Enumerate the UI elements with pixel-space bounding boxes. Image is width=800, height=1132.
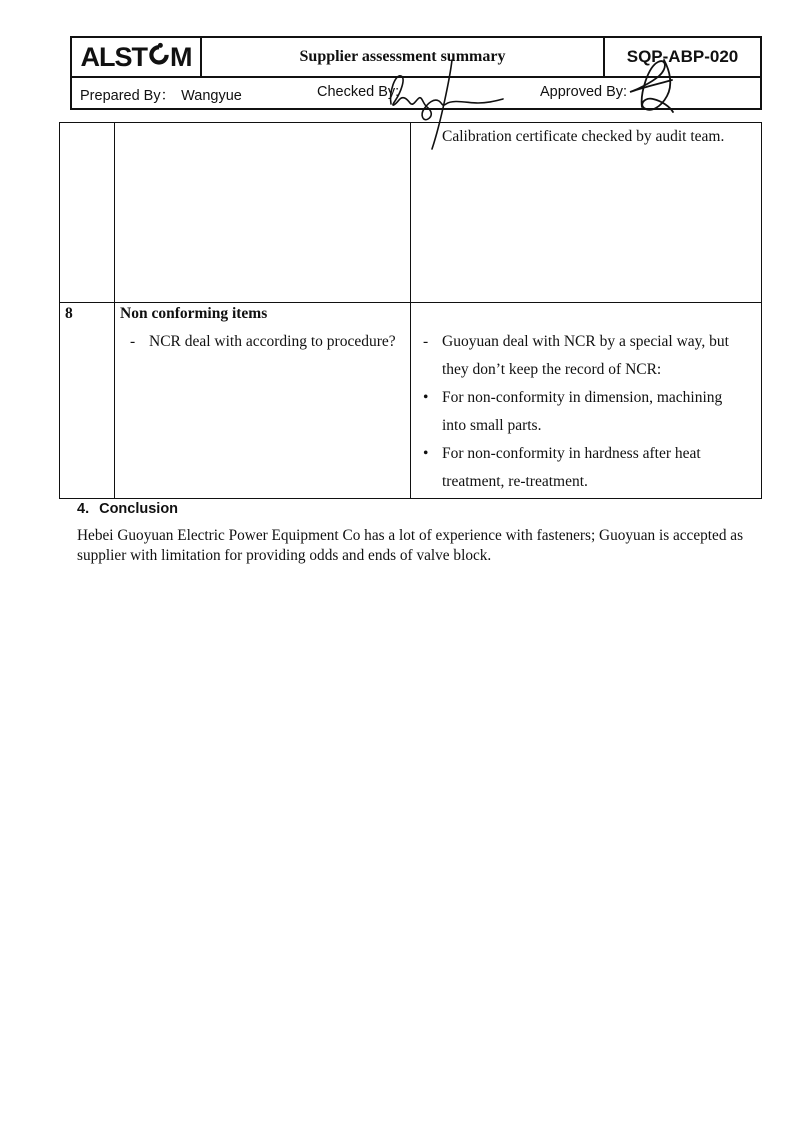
alstom-logo: [72, 38, 202, 76]
header-row-signoff: [72, 78, 760, 108]
conclusion-title: Conclusion: [99, 501, 179, 517]
logo-text-right: M: [170, 41, 192, 72]
prepared-by-field: [80, 84, 242, 105]
finding-line: For non-conformity in dimension, machining: [442, 389, 723, 406]
checked-by-label: Checked By:: [317, 84, 400, 100]
finding-bullet: •: [423, 445, 429, 462]
header-row-title: [72, 38, 760, 78]
column-divider-1: [114, 123, 115, 498]
row-title: Non conforming items: [120, 305, 268, 322]
prepared-by-label: Prepared By：: [80, 88, 176, 104]
finding-line: Guoyuan deal with NCR by a special way, but: [442, 333, 729, 350]
approved-by-label: Approved By:: [540, 84, 628, 100]
doc-code: SQP-ABP-020: [603, 38, 760, 76]
alstom-o-icon: [148, 41, 170, 71]
conclusion-number: 4.: [77, 501, 90, 517]
question-marker: -: [130, 333, 136, 350]
assessment-table: [59, 122, 762, 499]
prepared-by-value: Wangyue: [181, 88, 242, 104]
finding-line: treatment, re-treatment.: [442, 473, 588, 490]
finding-marker: -: [423, 333, 429, 350]
row-number: 8: [65, 305, 73, 322]
alstom-logo-text: [81, 41, 192, 73]
header-table: [70, 36, 762, 110]
finding-line: they don’t keep the record of NCR:: [442, 361, 662, 378]
page-title: Supplier assessment summary: [299, 48, 506, 65]
conclusion-heading: [77, 501, 178, 517]
finding-line: into small parts.: [442, 417, 542, 434]
finding-line: For non-conformity in hardness after heat: [442, 445, 701, 462]
question-text: NCR deal with according to procedure?: [149, 333, 396, 350]
carryover-note: Calibration certificate checked by audit team.: [442, 128, 725, 145]
finding-bullet: •: [423, 389, 429, 406]
row-divider: [60, 302, 761, 303]
logo-text-left: ALST: [80, 41, 147, 72]
conclusion-body: Hebei Guoyuan Electric Power Equipment Co has a lot of experience with fasteners; Guoyuan is accepted as supplier with limitation for providing odds and ends of valve block.: [77, 527, 744, 564]
column-divider-2: [410, 123, 411, 498]
